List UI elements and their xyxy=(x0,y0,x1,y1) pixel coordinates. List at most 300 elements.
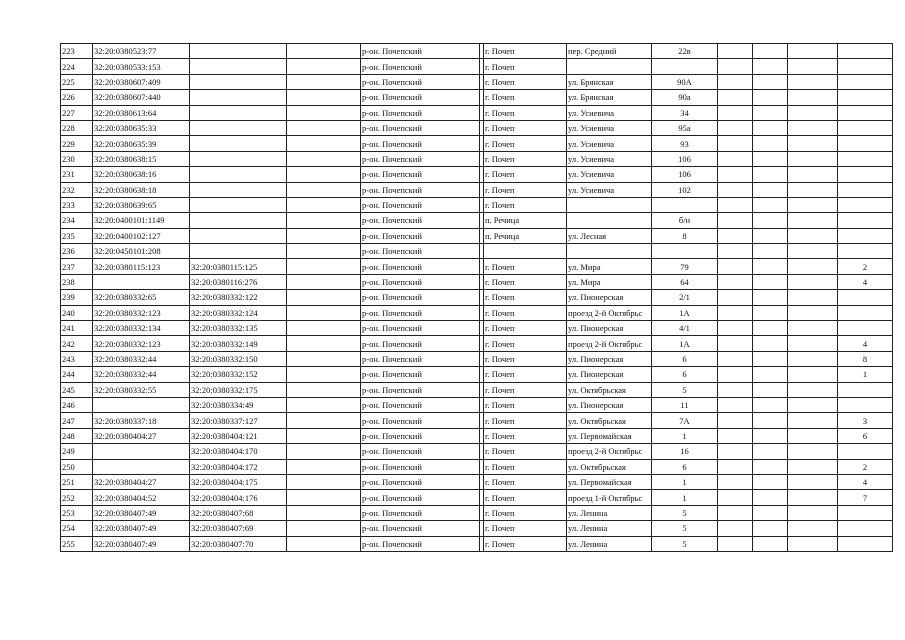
empty-cell xyxy=(753,459,788,474)
house-number-cell: 11 xyxy=(652,397,718,412)
empty-cell xyxy=(753,74,788,89)
district-cell: р-он. Почепский xyxy=(361,290,480,305)
locality-cell: г. Почеп xyxy=(484,321,567,336)
empty-cell xyxy=(287,413,361,428)
district-cell: р-он. Почепский xyxy=(361,413,480,428)
district-cell: р-он. Почепский xyxy=(361,397,480,412)
house-number-cell: 22в xyxy=(652,44,718,59)
table-row xyxy=(61,228,893,243)
table-row xyxy=(61,336,893,351)
empty-cell xyxy=(287,44,361,59)
empty-cell xyxy=(788,213,838,228)
cadastral-number-cell: 32:20:0380115:123 xyxy=(93,259,190,274)
empty-cell xyxy=(287,444,361,459)
district-cell: р-он. Почепский xyxy=(361,367,480,382)
table-row xyxy=(61,397,893,412)
house-number-cell: 2/1 xyxy=(652,290,718,305)
empty-cell xyxy=(788,44,838,59)
empty-cell xyxy=(788,367,838,382)
cadastral-number-cell xyxy=(93,459,190,474)
count-cell: 6 xyxy=(838,428,893,443)
district-cell: р-он. Почепский xyxy=(361,428,480,443)
house-number-cell: 102 xyxy=(652,182,718,197)
empty-cell xyxy=(753,274,788,289)
empty-cell xyxy=(718,351,753,366)
house-number-cell: 1 xyxy=(652,428,718,443)
cadastral-number-cell: 32:20:0380407:49 xyxy=(93,536,190,551)
empty-cell xyxy=(788,105,838,120)
empty-cell xyxy=(788,521,838,536)
row-number-cell: 246 xyxy=(61,397,93,412)
district-cell: р-он. Почепский xyxy=(361,505,480,520)
registry-table xyxy=(60,43,893,552)
house-number-cell: 6 xyxy=(652,351,718,366)
linked-cadastral-number-cell: 32:20:0380404:170 xyxy=(190,444,287,459)
cadastral-number-cell: 32:20:0380404:52 xyxy=(93,490,190,505)
empty-cell xyxy=(718,305,753,320)
cadastral-number-cell: 32:20:0380407:49 xyxy=(93,505,190,520)
district-cell: р-он. Почепский xyxy=(361,521,480,536)
count-cell xyxy=(838,136,893,151)
row-number-cell: 231 xyxy=(61,167,93,182)
locality-cell: г. Почеп xyxy=(484,151,567,166)
linked-cadastral-number-cell xyxy=(190,59,287,74)
house-number-cell xyxy=(652,197,718,212)
empty-cell xyxy=(788,444,838,459)
locality-cell: г. Почеп xyxy=(484,444,567,459)
locality-cell: г. Почеп xyxy=(484,382,567,397)
empty-cell xyxy=(287,290,361,305)
locality-cell: г. Почеп xyxy=(484,474,567,489)
empty-cell xyxy=(718,428,753,443)
linked-cadastral-number-cell: 32:20:0380332:175 xyxy=(190,382,287,397)
row-number-cell: 251 xyxy=(61,474,93,489)
house-number-cell: 106 xyxy=(652,167,718,182)
district-cell: р-он. Почепский xyxy=(361,474,480,489)
empty-cell xyxy=(287,274,361,289)
empty-cell xyxy=(753,428,788,443)
count-cell xyxy=(838,167,893,182)
table-row xyxy=(61,382,893,397)
house-number-cell: 106 xyxy=(652,151,718,166)
locality-cell: г. Почеп xyxy=(484,351,567,366)
row-number-cell: 250 xyxy=(61,459,93,474)
table-row xyxy=(61,197,893,212)
house-number-cell: 34 xyxy=(652,105,718,120)
table-row xyxy=(61,274,893,289)
house-number-cell: б/н xyxy=(652,213,718,228)
street-cell: ул. Усиевича xyxy=(567,151,652,166)
empty-cell xyxy=(287,367,361,382)
house-number-cell: 5 xyxy=(652,505,718,520)
cadastral-number-cell: 32:20:0380407:49 xyxy=(93,521,190,536)
empty-cell xyxy=(788,428,838,443)
locality-cell: г. Почеп xyxy=(484,521,567,536)
district-cell: р-он. Почепский xyxy=(361,490,480,505)
row-number-cell: 235 xyxy=(61,228,93,243)
empty-cell xyxy=(788,244,838,259)
empty-cell xyxy=(753,474,788,489)
row-number-cell: 253 xyxy=(61,505,93,520)
linked-cadastral-number-cell: 32:20:0380332:122 xyxy=(190,290,287,305)
count-cell xyxy=(838,444,893,459)
locality-cell: г. Почеп xyxy=(484,120,567,135)
empty-cell xyxy=(753,536,788,551)
empty-cell xyxy=(287,490,361,505)
empty-cell xyxy=(718,182,753,197)
house-number-cell: 90А xyxy=(652,74,718,89)
locality-cell: г. Почеп xyxy=(484,290,567,305)
row-number-cell: 242 xyxy=(61,336,93,351)
empty-cell xyxy=(287,397,361,412)
count-cell xyxy=(838,305,893,320)
street-cell: ул. Пионерская xyxy=(567,351,652,366)
locality-cell: г. Почеп xyxy=(484,167,567,182)
count-cell xyxy=(838,44,893,59)
empty-cell xyxy=(753,321,788,336)
row-number-cell: 230 xyxy=(61,151,93,166)
locality-cell: г. Почеп xyxy=(484,197,567,212)
count-cell: 1 xyxy=(838,367,893,382)
empty-cell xyxy=(788,490,838,505)
empty-cell xyxy=(753,90,788,105)
cadastral-number-cell: 32:20:0380638:18 xyxy=(93,182,190,197)
linked-cadastral-number-cell: 32:20:0380407:68 xyxy=(190,505,287,520)
street-cell: ул. Пионерская xyxy=(567,321,652,336)
row-number-cell: 248 xyxy=(61,428,93,443)
district-cell: р-он. Почепский xyxy=(361,90,480,105)
locality-cell: г. Почеп xyxy=(484,490,567,505)
cadastral-number-cell: 32:20:0400101:1149 xyxy=(93,213,190,228)
empty-cell xyxy=(788,536,838,551)
row-number-cell: 255 xyxy=(61,536,93,551)
street-cell xyxy=(567,197,652,212)
empty-cell xyxy=(718,474,753,489)
linked-cadastral-number-cell: 32:20:0380115:125 xyxy=(190,259,287,274)
locality-cell: г. Почеп xyxy=(484,259,567,274)
empty-cell xyxy=(753,305,788,320)
count-cell xyxy=(838,244,893,259)
registry-table-body xyxy=(61,44,893,552)
empty-cell xyxy=(753,44,788,59)
street-cell: ул. Октябрьская xyxy=(567,382,652,397)
street-cell: ул. Ленина xyxy=(567,505,652,520)
table-row xyxy=(61,120,893,135)
locality-cell: г. Почеп xyxy=(484,505,567,520)
table-row xyxy=(61,105,893,120)
house-number-cell: 8 xyxy=(652,228,718,243)
street-cell: ул. Пионерская xyxy=(567,290,652,305)
locality-cell: г. Почеп xyxy=(484,459,567,474)
cadastral-number-cell xyxy=(93,444,190,459)
empty-cell xyxy=(753,167,788,182)
table-row xyxy=(61,444,893,459)
empty-cell xyxy=(718,459,753,474)
empty-cell xyxy=(287,336,361,351)
empty-cell xyxy=(287,382,361,397)
table-row xyxy=(61,474,893,489)
locality-cell: г. Почеп xyxy=(484,536,567,551)
empty-cell xyxy=(753,367,788,382)
table-row xyxy=(61,428,893,443)
row-number-cell: 237 xyxy=(61,259,93,274)
cadastral-number-cell: 32:20:0380638:16 xyxy=(93,167,190,182)
row-number-cell: 236 xyxy=(61,244,93,259)
locality-cell: г. Почеп xyxy=(484,428,567,443)
empty-cell xyxy=(753,151,788,166)
count-cell xyxy=(838,59,893,74)
row-number-cell: 254 xyxy=(61,521,93,536)
count-cell: 2 xyxy=(838,259,893,274)
house-number-cell: 7А xyxy=(652,413,718,428)
row-number-cell: 233 xyxy=(61,197,93,212)
empty-cell xyxy=(788,474,838,489)
empty-cell xyxy=(788,151,838,166)
locality-cell: г. Почеп xyxy=(484,305,567,320)
district-cell: р-он. Почепский xyxy=(361,136,480,151)
district-cell: р-он. Почепский xyxy=(361,167,480,182)
row-number-cell: 238 xyxy=(61,274,93,289)
house-number-cell: 4/1 xyxy=(652,321,718,336)
cadastral-number-cell: 32:20:0380332:123 xyxy=(93,336,190,351)
row-number-cell: 234 xyxy=(61,213,93,228)
linked-cadastral-number-cell xyxy=(190,228,287,243)
empty-cell xyxy=(788,74,838,89)
table-row xyxy=(61,290,893,305)
street-cell: ул. Октябрьская xyxy=(567,459,652,474)
street-cell: ул. Усиевича xyxy=(567,120,652,135)
empty-cell xyxy=(718,120,753,135)
district-cell: р-он. Почепский xyxy=(361,228,480,243)
empty-cell xyxy=(287,136,361,151)
document-page xyxy=(60,43,893,552)
district-cell: р-он. Почепский xyxy=(361,351,480,366)
empty-cell xyxy=(788,397,838,412)
locality-cell: г. Почеп xyxy=(484,90,567,105)
empty-cell xyxy=(788,305,838,320)
table-row xyxy=(61,244,893,259)
street-cell: ул. Брянская xyxy=(567,74,652,89)
cadastral-number-cell: 32:20:0400102:127 xyxy=(93,228,190,243)
table-row xyxy=(61,367,893,382)
empty-cell xyxy=(287,197,361,212)
house-number-cell: 16 xyxy=(652,444,718,459)
count-cell: 4 xyxy=(838,474,893,489)
cadastral-number-cell xyxy=(93,274,190,289)
empty-cell xyxy=(287,459,361,474)
cadastral-number-cell: 32:20:0380337:18 xyxy=(93,413,190,428)
count-cell xyxy=(838,90,893,105)
table-row xyxy=(61,259,893,274)
count-cell: 2 xyxy=(838,459,893,474)
house-number-cell: 5 xyxy=(652,521,718,536)
empty-cell xyxy=(718,213,753,228)
empty-cell xyxy=(788,336,838,351)
street-cell xyxy=(567,213,652,228)
linked-cadastral-number-cell: 32:20:0380404:176 xyxy=(190,490,287,505)
empty-cell xyxy=(287,536,361,551)
empty-cell xyxy=(753,136,788,151)
house-number-cell: 93 xyxy=(652,136,718,151)
empty-cell xyxy=(287,74,361,89)
cadastral-number-cell: 32:20:0380613:64 xyxy=(93,105,190,120)
table-row xyxy=(61,490,893,505)
empty-cell xyxy=(753,182,788,197)
street-cell: проезд 1-й Октябрьс xyxy=(567,490,652,505)
house-number-cell: 6 xyxy=(652,367,718,382)
cadastral-number-cell: 32:20:0380332:44 xyxy=(93,367,190,382)
district-cell: р-он. Почепский xyxy=(361,59,480,74)
empty-cell xyxy=(287,474,361,489)
street-cell: ул. Усиевича xyxy=(567,167,652,182)
district-cell: р-он. Почепский xyxy=(361,44,480,59)
empty-cell xyxy=(718,274,753,289)
empty-cell xyxy=(718,74,753,89)
table-row xyxy=(61,459,893,474)
empty-cell xyxy=(718,444,753,459)
empty-cell xyxy=(718,536,753,551)
linked-cadastral-number-cell xyxy=(190,167,287,182)
empty-cell xyxy=(718,59,753,74)
empty-cell xyxy=(718,490,753,505)
locality-cell xyxy=(484,244,567,259)
empty-cell xyxy=(718,167,753,182)
count-cell xyxy=(838,505,893,520)
linked-cadastral-number-cell: 32:20:0380404:175 xyxy=(190,474,287,489)
empty-cell xyxy=(718,136,753,151)
empty-cell xyxy=(287,213,361,228)
empty-cell xyxy=(287,120,361,135)
locality-cell: г. Почеп xyxy=(484,74,567,89)
empty-cell xyxy=(788,259,838,274)
street-cell: пер. Средний xyxy=(567,44,652,59)
district-cell: р-он. Почепский xyxy=(361,213,480,228)
locality-cell: г. Почеп xyxy=(484,136,567,151)
table-row xyxy=(61,59,893,74)
empty-cell xyxy=(718,290,753,305)
cadastral-number-cell: 32:20:0380638:15 xyxy=(93,151,190,166)
empty-cell xyxy=(753,213,788,228)
street-cell: ул. Первомайская xyxy=(567,474,652,489)
row-number-cell: 239 xyxy=(61,290,93,305)
empty-cell xyxy=(718,521,753,536)
linked-cadastral-number-cell: 32:20:0380404:172 xyxy=(190,459,287,474)
linked-cadastral-number-cell: 32:20:0380332:124 xyxy=(190,305,287,320)
empty-cell xyxy=(287,321,361,336)
empty-cell xyxy=(718,367,753,382)
empty-cell xyxy=(788,290,838,305)
table-row xyxy=(61,90,893,105)
table-row xyxy=(61,521,893,536)
count-cell xyxy=(838,213,893,228)
cadastral-number-cell: 32:20:0380404:27 xyxy=(93,474,190,489)
empty-cell xyxy=(753,197,788,212)
house-number-cell: 1 xyxy=(652,490,718,505)
linked-cadastral-number-cell xyxy=(190,105,287,120)
empty-cell xyxy=(718,197,753,212)
empty-cell xyxy=(287,59,361,74)
empty-cell xyxy=(287,351,361,366)
empty-cell xyxy=(718,151,753,166)
linked-cadastral-number-cell: 32:20:0380404:121 xyxy=(190,428,287,443)
house-number-cell: 5 xyxy=(652,382,718,397)
district-cell: р-он. Почепский xyxy=(361,105,480,120)
table-row xyxy=(61,413,893,428)
empty-cell xyxy=(287,90,361,105)
empty-cell xyxy=(718,44,753,59)
locality-cell: г. Почеп xyxy=(484,182,567,197)
empty-cell xyxy=(287,505,361,520)
count-cell: 7 xyxy=(838,490,893,505)
house-number-cell: 1А xyxy=(652,305,718,320)
district-cell: р-он. Почепский xyxy=(361,274,480,289)
row-number-cell: 232 xyxy=(61,182,93,197)
house-number-cell: 95а xyxy=(652,120,718,135)
district-cell: р-он. Почепский xyxy=(361,444,480,459)
house-number-cell xyxy=(652,59,718,74)
empty-cell xyxy=(788,382,838,397)
locality-cell: г. Почеп xyxy=(484,59,567,74)
table-row xyxy=(61,182,893,197)
row-number-cell: 223 xyxy=(61,44,93,59)
street-cell: ул. Мира xyxy=(567,274,652,289)
locality-cell: г. Почеп xyxy=(484,367,567,382)
house-number-cell: 6 xyxy=(652,459,718,474)
empty-cell xyxy=(718,397,753,412)
cadastral-number-cell: 32:20:0380332:134 xyxy=(93,321,190,336)
empty-cell xyxy=(718,336,753,351)
linked-cadastral-number-cell xyxy=(190,197,287,212)
table-row xyxy=(61,44,893,59)
house-number-cell: 79 xyxy=(652,259,718,274)
street-cell: ул. Пионерская xyxy=(567,397,652,412)
empty-cell xyxy=(753,228,788,243)
district-cell: р-он. Почепский xyxy=(361,244,480,259)
row-number-cell: 224 xyxy=(61,59,93,74)
empty-cell xyxy=(287,259,361,274)
table-row xyxy=(61,505,893,520)
street-cell: ул. Усиевича xyxy=(567,136,652,151)
house-number-cell: 64 xyxy=(652,274,718,289)
count-cell: 8 xyxy=(838,351,893,366)
street-cell: ул. Ленина xyxy=(567,521,652,536)
empty-cell xyxy=(753,244,788,259)
district-cell: р-он. Почепский xyxy=(361,536,480,551)
linked-cadastral-number-cell xyxy=(190,44,287,59)
count-cell xyxy=(838,228,893,243)
cadastral-number-cell: 32:20:0380332:55 xyxy=(93,382,190,397)
count-cell xyxy=(838,151,893,166)
table-row xyxy=(61,536,893,551)
linked-cadastral-number-cell: 32:20:0380332:149 xyxy=(190,336,287,351)
count-cell: 4 xyxy=(838,336,893,351)
empty-cell xyxy=(753,444,788,459)
empty-cell xyxy=(718,228,753,243)
empty-cell xyxy=(788,197,838,212)
locality-cell: г. Почеп xyxy=(484,105,567,120)
empty-cell xyxy=(788,182,838,197)
district-cell: р-он. Почепский xyxy=(361,120,480,135)
cadastral-number-cell: 32:20:0450101:208 xyxy=(93,244,190,259)
linked-cadastral-number-cell: 32:20:0380407:69 xyxy=(190,521,287,536)
street-cell: ул. Первомайская xyxy=(567,428,652,443)
empty-cell xyxy=(753,490,788,505)
cadastral-number-cell xyxy=(93,397,190,412)
cadastral-number-cell: 32:20:0380533:153 xyxy=(93,59,190,74)
row-number-cell: 229 xyxy=(61,136,93,151)
empty-cell xyxy=(788,228,838,243)
table-row xyxy=(61,213,893,228)
